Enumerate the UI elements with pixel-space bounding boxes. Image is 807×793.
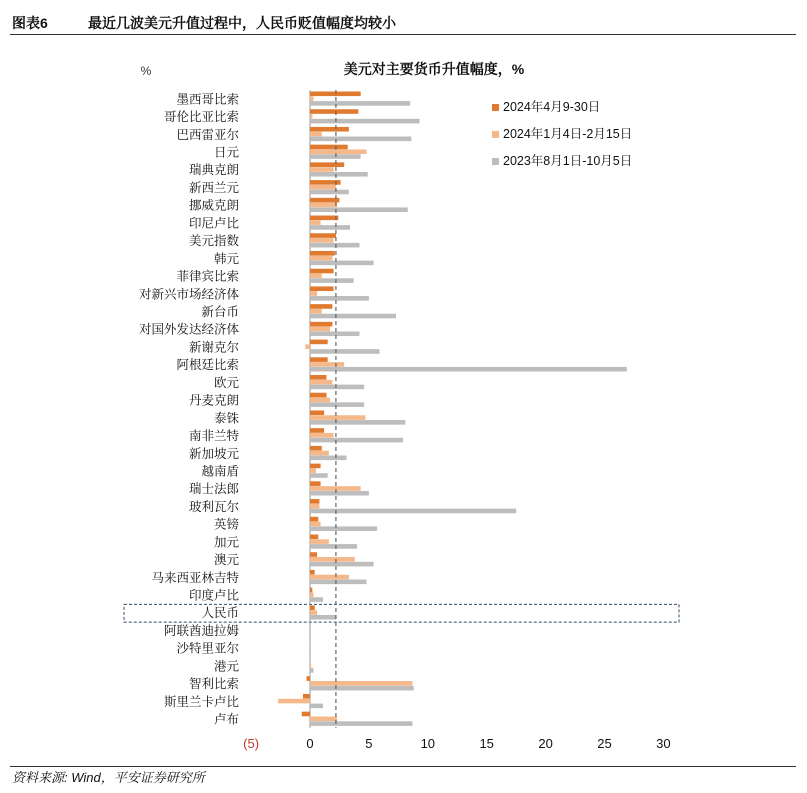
category-label-瑞典克朗: 瑞典克朗 bbox=[188, 163, 239, 178]
bar-印度卢比-s1 bbox=[310, 588, 312, 593]
bar-智利比索-s2 bbox=[310, 681, 412, 686]
bar-南非兰特-s3 bbox=[310, 438, 403, 443]
category-label-瑞士法郎: 瑞士法郎 bbox=[188, 482, 239, 497]
chart-title: 美元对主要货币升值幅度，% bbox=[343, 61, 525, 77]
bar-挪威克朗-s3 bbox=[310, 207, 408, 212]
x-axis-ticks bbox=[243, 736, 670, 751]
bar-新台币-s3 bbox=[310, 314, 396, 319]
bar-斯里兰卡卢比-s3 bbox=[310, 704, 323, 709]
bar-欧元-s2 bbox=[310, 380, 332, 385]
category-label-新谢克尔: 新谢克尔 bbox=[188, 340, 239, 355]
category-label-新西兰元: 新西兰元 bbox=[188, 180, 239, 195]
legend-label-3: 2023年8月1日-10月5日 bbox=[503, 154, 633, 168]
legend-swatch-3 bbox=[492, 158, 499, 165]
bar-挪威克朗-s2 bbox=[310, 203, 337, 208]
category-label-丹麦克朗: 丹麦克朗 bbox=[188, 393, 239, 408]
category-label-欧元: 欧元 bbox=[213, 375, 239, 390]
bar-玻利瓦尔-s2 bbox=[310, 504, 319, 509]
bar-美元指数-s2 bbox=[310, 238, 334, 243]
bar-巴西雷亚尔-s3 bbox=[310, 137, 411, 142]
bar-新谢克尔-s2 bbox=[305, 344, 310, 349]
bar-新加坡元-s2 bbox=[310, 451, 329, 456]
bar-哥伦比亚比索-s2 bbox=[310, 114, 312, 119]
bar-英镑-s2 bbox=[310, 522, 321, 527]
category-label-加元: 加元 bbox=[213, 535, 239, 550]
x-tick-label-5: 20 bbox=[538, 736, 553, 751]
bar-越南盾-s2 bbox=[310, 468, 316, 473]
bar-人民币-s3 bbox=[310, 615, 336, 620]
bar-挪威克朗-s1 bbox=[310, 198, 339, 203]
category-label-卢布: 卢布 bbox=[213, 712, 239, 727]
category-label-人民币: 人民币 bbox=[201, 606, 239, 621]
category-label-马来西亚林吉特: 马来西亚林吉特 bbox=[151, 570, 239, 585]
bar-新西兰元-s3 bbox=[310, 190, 349, 195]
category-label-南非兰特: 南非兰特 bbox=[188, 429, 239, 444]
bar-卢布-s2 bbox=[310, 717, 337, 722]
bar-智利比索-s1 bbox=[306, 676, 310, 681]
bar-港元-s2 bbox=[310, 663, 311, 668]
bar-欧元-s3 bbox=[310, 385, 364, 390]
category-label-美元指数: 美元指数 bbox=[188, 234, 239, 249]
bar-新台币-s1 bbox=[310, 304, 332, 309]
bar-丹麦克朗-s1 bbox=[310, 393, 326, 398]
category-label-挪威克朗: 挪威克朗 bbox=[188, 198, 239, 213]
bar-加元-s3 bbox=[310, 544, 357, 549]
bar-菲律宾比索-s2 bbox=[310, 274, 322, 279]
bar-欧元-s1 bbox=[310, 375, 326, 380]
bar-瑞士法郎-s3 bbox=[310, 491, 369, 496]
category-label-墨西哥比索: 墨西哥比索 bbox=[176, 92, 239, 107]
bar-越南盾-s1 bbox=[310, 464, 321, 469]
bar-人民币-s1 bbox=[310, 605, 315, 610]
figure-footer bbox=[10, 766, 796, 787]
bar-智利比索-s3 bbox=[310, 686, 414, 691]
bar-马来西亚林吉特-s3 bbox=[310, 580, 367, 585]
bar-阿根廷比索-s2 bbox=[310, 362, 344, 367]
category-label-新加坡元: 新加坡元 bbox=[188, 446, 239, 461]
category-label-韩元: 韩元 bbox=[213, 251, 239, 266]
legend bbox=[492, 99, 632, 168]
bar-日元-s2 bbox=[310, 149, 367, 154]
legend-label-2: 2024年1月4日-2月15日 bbox=[503, 127, 633, 141]
category-label-哥伦比亚比索: 哥伦比亚比索 bbox=[163, 110, 239, 125]
x-tick-label-7: 30 bbox=[656, 736, 671, 751]
bar-瑞典克朗-s2 bbox=[310, 167, 334, 172]
bar-美元指数-s3 bbox=[310, 243, 359, 248]
bar-卢布-s3 bbox=[310, 721, 412, 726]
bar-泰铢-s2 bbox=[310, 415, 365, 420]
bar-泰铢-s1 bbox=[310, 410, 324, 415]
category-label-菲律宾比索: 菲律宾比索 bbox=[176, 269, 239, 284]
bar-马来西亚林吉特-s2 bbox=[310, 575, 349, 580]
bar-丹麦克朗-s3 bbox=[310, 402, 364, 407]
bar-英镑-s1 bbox=[310, 517, 318, 522]
bar-马来西亚林吉特-s1 bbox=[310, 570, 315, 575]
category-label-对国外发达经济体: 对国外发达经济体 bbox=[138, 322, 239, 337]
category-label-印尼卢比: 印尼卢比 bbox=[188, 216, 239, 231]
category-label-智利比索: 智利比索 bbox=[188, 677, 239, 692]
bar-越南盾-s3 bbox=[310, 473, 328, 478]
bar-韩元-s2 bbox=[310, 256, 332, 261]
category-label-沙特里亚尔: 沙特里亚尔 bbox=[176, 641, 239, 656]
bar-沙特里亚尔-s2 bbox=[310, 646, 311, 651]
bar-丹麦克朗-s2 bbox=[310, 398, 330, 403]
bar-澳元-s2 bbox=[310, 557, 355, 562]
bar-澳元-s3 bbox=[310, 562, 374, 567]
bar-斯里兰卡卢比-s1 bbox=[303, 694, 310, 699]
bar-对国外发达经济体-s3 bbox=[310, 331, 359, 336]
category-label-印度卢比: 印度卢比 bbox=[188, 588, 239, 603]
source-note: 资料来源: Wind，平安证券研究所 bbox=[12, 770, 205, 785]
bar-新加坡元-s1 bbox=[310, 446, 322, 451]
bar-哥伦比亚比索-s3 bbox=[310, 119, 420, 124]
bar-美元指数-s1 bbox=[310, 233, 336, 238]
x-tick-label-0: (5) bbox=[243, 736, 260, 751]
category-label-对新兴市场经济体: 对新兴市场经济体 bbox=[138, 287, 239, 302]
bar-加元-s1 bbox=[310, 535, 318, 540]
x-tick-label-6: 25 bbox=[597, 736, 612, 751]
category-label-巴西雷亚尔: 巴西雷亚尔 bbox=[176, 127, 239, 142]
x-tick-label-2: 5 bbox=[365, 736, 373, 751]
bar-日元-s1 bbox=[310, 145, 348, 150]
category-label-澳元: 澳元 bbox=[213, 553, 239, 568]
bar-印尼卢比-s3 bbox=[310, 225, 350, 230]
bar-瑞典克朗-s3 bbox=[310, 172, 368, 177]
category-labels bbox=[139, 92, 240, 726]
bar-瑞士法郎-s1 bbox=[310, 481, 321, 486]
bar-巴西雷亚尔-s1 bbox=[310, 127, 349, 132]
legend-swatch-1 bbox=[492, 104, 499, 111]
bar-泰铢-s3 bbox=[310, 420, 405, 425]
bar-新谢克尔-s1 bbox=[310, 340, 328, 345]
figure-number: 图表6 bbox=[12, 15, 48, 31]
category-label-日元: 日元 bbox=[213, 145, 239, 160]
bar-阿根廷比索-s1 bbox=[310, 357, 328, 362]
category-label-新台币: 新台币 bbox=[201, 305, 239, 319]
bar-瑞典克朗-s1 bbox=[310, 162, 344, 167]
category-label-泰铢: 泰铢 bbox=[213, 411, 239, 426]
bar-阿根廷比索-s3 bbox=[310, 367, 627, 372]
bar-港元-s3 bbox=[310, 668, 314, 673]
category-label-斯里兰卡卢比: 斯里兰卡卢比 bbox=[163, 694, 239, 709]
bar-卢布-s1 bbox=[302, 712, 310, 717]
x-tick-label-4: 15 bbox=[479, 736, 494, 751]
bar-加元-s2 bbox=[310, 539, 329, 544]
bar-韩元-s1 bbox=[310, 251, 335, 256]
bar-对国外发达经济体-s2 bbox=[310, 327, 330, 332]
bar-人民币-s2 bbox=[310, 610, 317, 615]
bar-对新兴市场经济体-s1 bbox=[310, 286, 334, 291]
bar-墨西哥比索-s3 bbox=[310, 101, 410, 106]
bar-玻利瓦尔-s3 bbox=[310, 509, 516, 514]
bar-对国外发达经济体-s1 bbox=[310, 322, 332, 327]
bar-菲律宾比索-s3 bbox=[310, 278, 354, 283]
bar-印度卢比-s2 bbox=[310, 592, 314, 597]
bar-哥伦比亚比索-s1 bbox=[310, 109, 358, 114]
legend-label-1: 2024年4月9-30日 bbox=[503, 100, 601, 114]
bar-南非兰特-s1 bbox=[310, 428, 324, 433]
category-label-英镑: 英镑 bbox=[213, 517, 239, 532]
figure-title: 最近几波美元升值过程中，人民币贬值幅度均较小 bbox=[88, 15, 396, 31]
unit-label: % bbox=[140, 64, 152, 78]
bar-新加坡元-s3 bbox=[310, 456, 347, 461]
bar-斯里兰卡卢比-s2 bbox=[278, 699, 310, 704]
bar-新台币-s2 bbox=[310, 309, 322, 314]
bar-印度卢比-s3 bbox=[310, 597, 323, 602]
bar-澳元-s1 bbox=[310, 552, 317, 557]
x-tick-label-1: 0 bbox=[306, 736, 314, 751]
bar-南非兰特-s2 bbox=[310, 433, 334, 438]
category-label-阿联酋迪拉姆: 阿联酋迪拉姆 bbox=[163, 623, 239, 638]
bar-巴西雷亚尔-s2 bbox=[310, 132, 322, 137]
bar-对新兴市场经济体-s2 bbox=[310, 291, 317, 296]
bar-新谢克尔-s3 bbox=[310, 349, 380, 354]
bar-新西兰元-s2 bbox=[310, 185, 336, 190]
bar-菲律宾比索-s1 bbox=[310, 269, 334, 274]
x-tick-label-3: 10 bbox=[420, 736, 436, 751]
bar-对新兴市场经济体-s3 bbox=[310, 296, 369, 301]
bar-印尼卢比-s1 bbox=[310, 216, 338, 221]
category-label-玻利瓦尔: 玻利瓦尔 bbox=[188, 499, 239, 514]
bar-玻利瓦尔-s1 bbox=[310, 499, 319, 504]
legend-swatch-2 bbox=[492, 131, 499, 138]
category-label-港元: 港元 bbox=[213, 659, 239, 674]
bar-印尼卢比-s2 bbox=[310, 220, 321, 225]
category-label-越南盾: 越南盾 bbox=[201, 464, 239, 479]
bar-英镑-s3 bbox=[310, 526, 377, 531]
category-label-阿根廷比索: 阿根廷比索 bbox=[176, 358, 239, 373]
bar-墨西哥比索-s2 bbox=[310, 96, 314, 101]
bar-韩元-s3 bbox=[310, 261, 374, 266]
